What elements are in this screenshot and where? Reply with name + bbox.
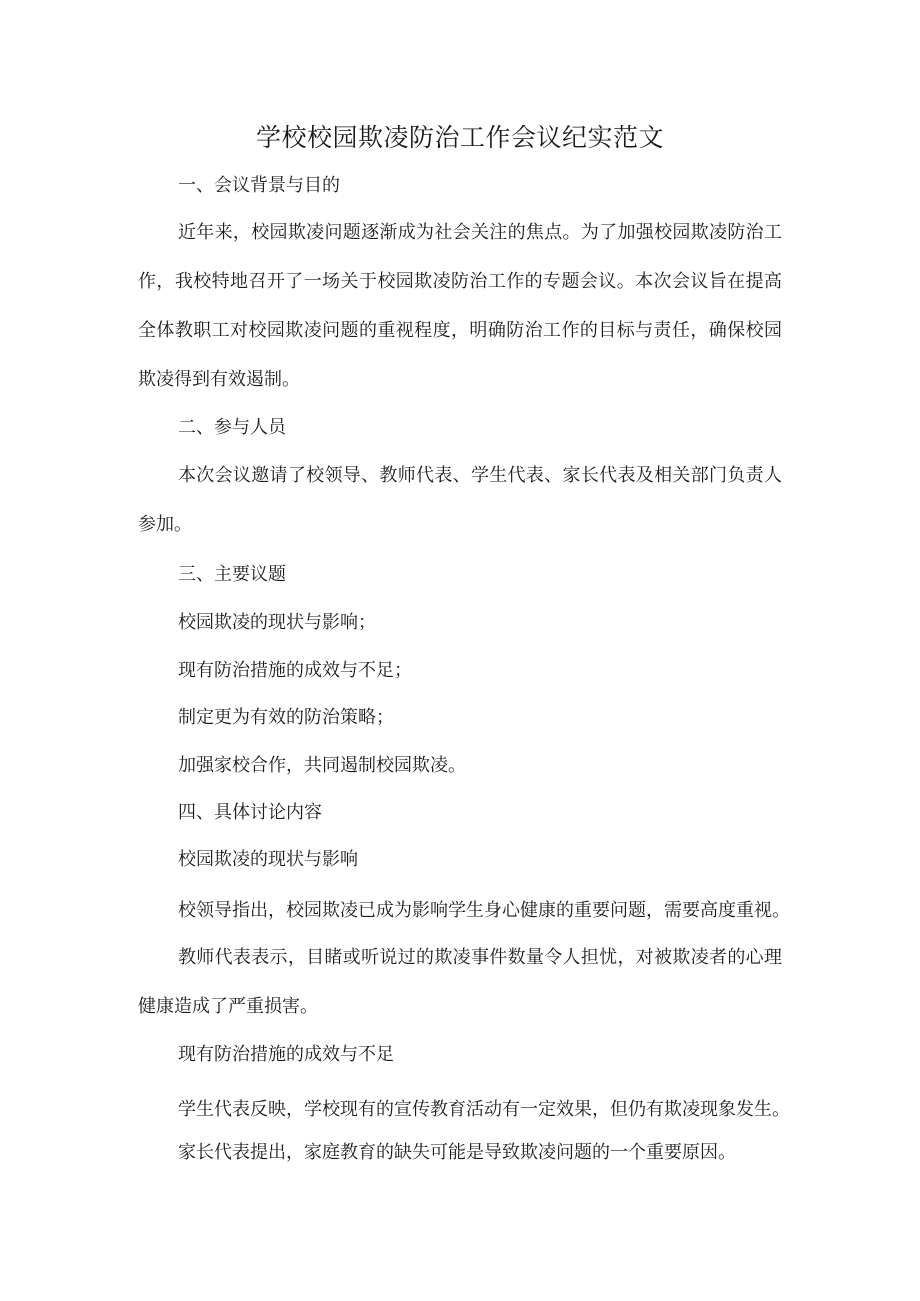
- subheading-status-impact: 校园欺凌的现状与影响: [178, 849, 358, 870]
- paragraph-line: 学生代表反映，学校现有的宣传教育活动有一定效果，但仍有欺凌现象发生。: [178, 1099, 790, 1120]
- section-heading-participants: 二、参与人员: [178, 417, 286, 438]
- topic-item: 校园欺凌的现状与影响；: [178, 612, 376, 633]
- section-heading-topics: 三、主要议题: [178, 564, 286, 585]
- paragraph-line: 全体教职工对校园欺凌问题的重视程度，明确防治工作的目标与责任，确保校园: [138, 320, 782, 341]
- section-heading-background: 一、会议背景与目的: [178, 175, 340, 196]
- paragraph-line: 参加。: [138, 514, 192, 535]
- paragraph-line: 近年来，校园欺凌问题逐渐成为社会关注的焦点。为了加强校园欺凌防治工: [178, 222, 782, 243]
- paragraph-line: 健康造成了严重损害。: [138, 996, 318, 1017]
- document-title: 学校校园欺凌防治工作会议纪实范文: [255, 123, 664, 152]
- subheading-measures: 现有防治措施的成效与不足: [178, 1044, 394, 1065]
- topic-item: 加强家校合作，共同遏制校园欺凌。: [178, 755, 466, 776]
- section-heading-discussion: 四、具体讨论内容: [178, 802, 322, 823]
- topic-item: 现有防治措施的成效与不足；: [178, 660, 412, 681]
- paragraph-line: 教师代表表示，目睹或听说过的欺凌事件数量令人担忧，对被欺凌者的心理: [178, 947, 782, 968]
- topic-item: 制定更为有效的防治策略；: [178, 707, 394, 728]
- paragraph-line: 家长代表提出，家庭教育的缺失可能是导致欺凌问题的一个重要原因。: [178, 1142, 736, 1163]
- paragraph-line: 作，我校特地召开了一场关于校园欺凌防治工作的专题会议。本次会议旨在提高: [138, 271, 782, 292]
- paragraph-line: 欺凌得到有效遏制。: [138, 369, 300, 390]
- paragraph-line: 本次会议邀请了校领导、教师代表、学生代表、家长代表及相关部门负责人: [178, 465, 782, 486]
- paragraph-line: 校领导指出，校园欺凌已成为影响学生身心健康的重要问题，需要高度重视。: [178, 900, 790, 921]
